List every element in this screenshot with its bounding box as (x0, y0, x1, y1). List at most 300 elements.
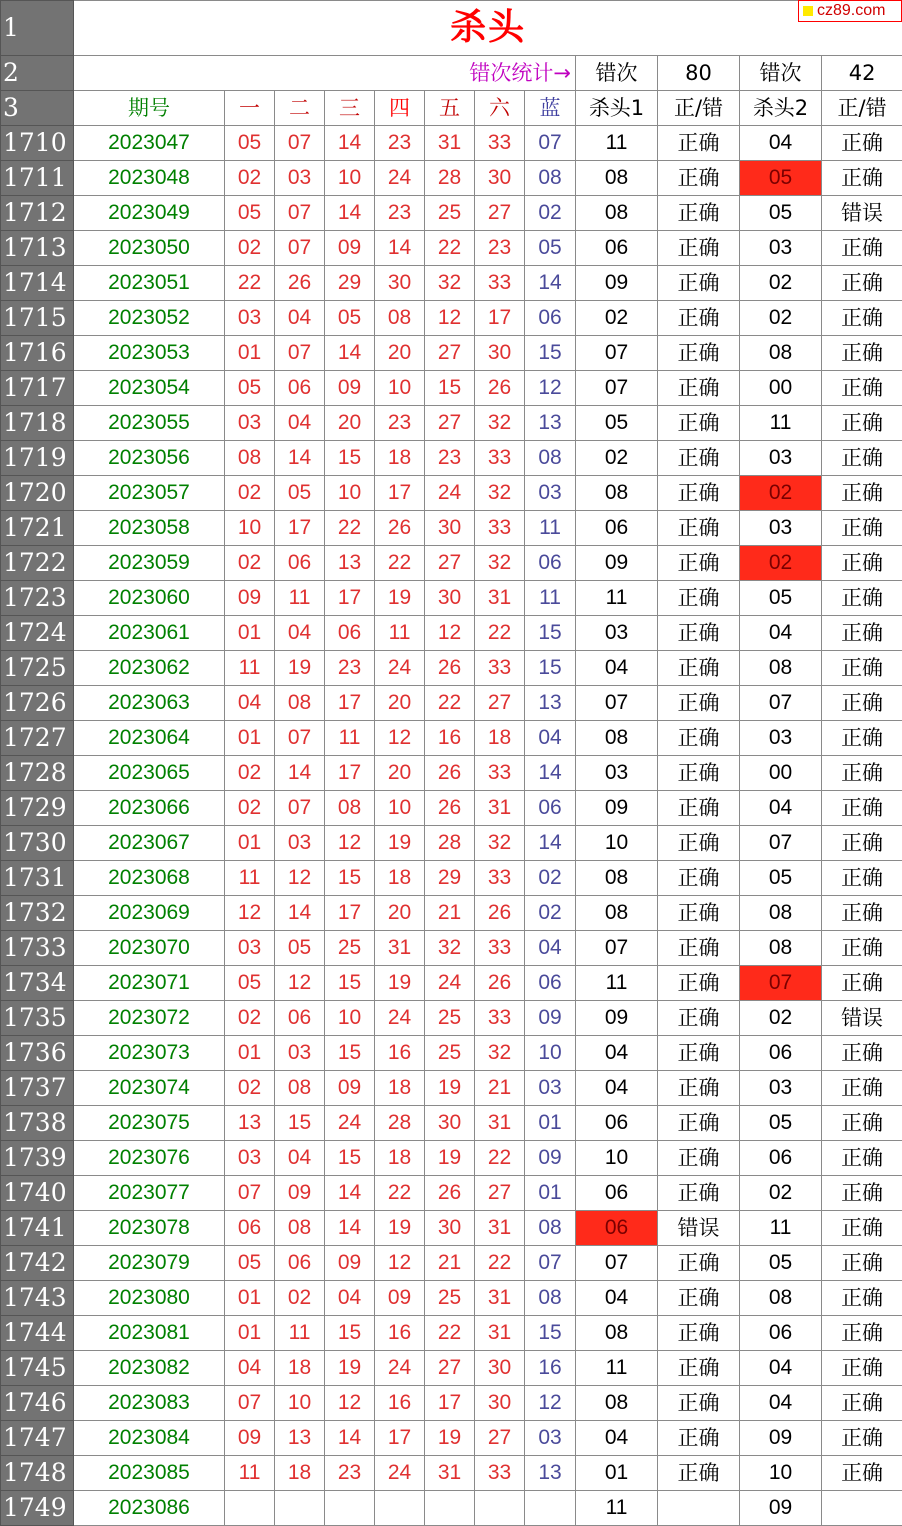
header-result-2[interactable]: 正/错 (822, 91, 902, 126)
row-number[interactable]: 1738 (1, 1106, 74, 1141)
period-cell[interactable]: 2023078 (74, 1211, 225, 1246)
row-number[interactable]: 1734 (1, 966, 74, 1001)
red-ball-cell[interactable]: 26 (475, 966, 525, 1001)
red-ball-cell[interactable]: 07 (275, 196, 325, 231)
result-1-cell[interactable] (658, 1491, 740, 1526)
red-ball-cell[interactable]: 09 (325, 1071, 375, 1106)
period-cell[interactable]: 2023061 (74, 616, 225, 651)
kill-head-1-cell[interactable]: 11 (576, 966, 658, 1001)
kill-head-1-cell[interactable]: 06 (576, 231, 658, 266)
result-2-cell[interactable]: 正确 (822, 441, 902, 476)
blue-ball-cell[interactable]: 14 (525, 826, 576, 861)
kill-head-2-cell[interactable]: 08 (740, 1281, 822, 1316)
red-ball-cell[interactable]: 18 (375, 1141, 425, 1176)
blue-ball-cell[interactable]: 12 (525, 371, 576, 406)
result-1-cell[interactable]: 正确 (658, 791, 740, 826)
red-ball-cell[interactable]: 17 (375, 1421, 425, 1456)
red-ball-cell[interactable]: 18 (275, 1456, 325, 1491)
kill-head-2-cell[interactable]: 08 (740, 896, 822, 931)
red-ball-cell[interactable]: 31 (475, 1316, 525, 1351)
red-ball-cell[interactable]: 31 (475, 581, 525, 616)
result-1-cell[interactable]: 正确 (658, 1316, 740, 1351)
result-2-cell[interactable]: 正确 (822, 1421, 902, 1456)
row-number[interactable]: 1747 (1, 1421, 74, 1456)
row-number[interactable]: 1719 (1, 441, 74, 476)
red-ball-cell[interactable]: 01 (225, 1316, 275, 1351)
period-cell[interactable]: 2023048 (74, 161, 225, 196)
red-ball-cell[interactable]: 12 (325, 1386, 375, 1421)
red-ball-cell[interactable]: 17 (375, 476, 425, 511)
kill-head-2-cell[interactable]: 07 (740, 686, 822, 721)
red-ball-cell[interactable]: 26 (475, 371, 525, 406)
row-number[interactable]: 1730 (1, 826, 74, 861)
kill-head-1-cell[interactable]: 09 (576, 1001, 658, 1036)
period-cell[interactable]: 2023079 (74, 1246, 225, 1281)
red-ball-cell[interactable]: 33 (475, 1456, 525, 1491)
red-ball-cell[interactable]: 10 (325, 1001, 375, 1036)
red-ball-cell[interactable]: 18 (375, 861, 425, 896)
kill-head-2-cell[interactable]: 04 (740, 616, 822, 651)
red-ball-cell[interactable]: 19 (425, 1141, 475, 1176)
result-2-cell[interactable]: 正确 (822, 1316, 902, 1351)
blue-ball-cell[interactable]: 02 (525, 861, 576, 896)
result-2-cell[interactable]: 正确 (822, 1456, 902, 1491)
kill-head-2-cell[interactable]: 08 (740, 336, 822, 371)
red-ball-cell[interactable]: 11 (275, 1316, 325, 1351)
row-number[interactable]: 1732 (1, 896, 74, 931)
red-ball-cell[interactable]: 09 (325, 371, 375, 406)
kill-head-1-cell[interactable]: 01 (576, 1456, 658, 1491)
red-ball-cell[interactable]: 04 (325, 1281, 375, 1316)
red-ball-cell[interactable]: 09 (375, 1281, 425, 1316)
period-cell[interactable]: 2023068 (74, 861, 225, 896)
result-2-cell[interactable]: 正确 (822, 301, 902, 336)
row-number[interactable]: 1746 (1, 1386, 74, 1421)
red-ball-cell[interactable]: 30 (425, 1106, 475, 1141)
period-cell[interactable]: 2023052 (74, 301, 225, 336)
result-1-cell[interactable]: 正确 (658, 1281, 740, 1316)
red-ball-cell[interactable]: 19 (425, 1071, 475, 1106)
red-ball-cell[interactable]: 20 (325, 406, 375, 441)
blue-ball-cell[interactable]: 05 (525, 231, 576, 266)
red-ball-cell[interactable]: 04 (225, 1351, 275, 1386)
red-ball-cell[interactable]: 31 (475, 1281, 525, 1316)
red-ball-cell[interactable]: 30 (425, 511, 475, 546)
red-ball-cell[interactable]: 16 (375, 1316, 425, 1351)
period-cell[interactable]: 2023075 (74, 1106, 225, 1141)
kill-head-2-cell[interactable]: 05 (740, 1246, 822, 1281)
blue-ball-cell[interactable]: 06 (525, 301, 576, 336)
result-2-cell[interactable]: 正确 (822, 1351, 902, 1386)
red-ball-cell[interactable]: 19 (375, 1211, 425, 1246)
blue-ball-cell[interactable]: 13 (525, 406, 576, 441)
red-ball-cell[interactable]: 05 (225, 966, 275, 1001)
result-2-cell[interactable]: 正确 (822, 756, 902, 791)
period-cell[interactable]: 2023069 (74, 896, 225, 931)
red-ball-cell[interactable]: 17 (475, 301, 525, 336)
result-1-cell[interactable]: 正确 (658, 651, 740, 686)
kill-head-1-cell[interactable]: 06 (576, 1106, 658, 1141)
row-number[interactable]: 1724 (1, 616, 74, 651)
red-ball-cell[interactable]: 07 (275, 231, 325, 266)
blue-ball-cell[interactable]: 11 (525, 581, 576, 616)
blue-ball-cell[interactable]: 08 (525, 161, 576, 196)
red-ball-cell[interactable]: 30 (475, 336, 525, 371)
result-1-cell[interactable]: 正确 (658, 1036, 740, 1071)
row-number[interactable]: 1744 (1, 1316, 74, 1351)
red-ball-cell[interactable]: 24 (375, 161, 425, 196)
blue-ball-cell[interactable]: 09 (525, 1001, 576, 1036)
kill-head-1-cell[interactable]: 05 (576, 406, 658, 441)
kill-head-2-cell[interactable]: 09 (740, 1421, 822, 1456)
kill-head-1-cell[interactable]: 08 (576, 476, 658, 511)
kill-head-1-cell[interactable]: 11 (576, 581, 658, 616)
result-1-cell[interactable]: 正确 (658, 266, 740, 301)
red-ball-cell[interactable]: 11 (275, 581, 325, 616)
red-ball-cell[interactable]: 18 (275, 1351, 325, 1386)
red-ball-cell[interactable]: 01 (225, 721, 275, 756)
kill-head-1-cell[interactable]: 08 (576, 896, 658, 931)
result-1-cell[interactable]: 正确 (658, 581, 740, 616)
period-cell[interactable]: 2023056 (74, 441, 225, 476)
kill-head-2-cell[interactable]: 02 (740, 1001, 822, 1036)
row-number[interactable]: 1741 (1, 1211, 74, 1246)
red-ball-cell[interactable]: 28 (375, 1106, 425, 1141)
header-red-1[interactable]: 一 (225, 91, 275, 126)
header-red-6[interactable]: 六 (475, 91, 525, 126)
error-count-label-1[interactable]: 错次 (576, 56, 658, 91)
row-number[interactable]: 1718 (1, 406, 74, 441)
red-ball-cell[interactable]: 27 (475, 1421, 525, 1456)
red-ball-cell[interactable]: 10 (375, 791, 425, 826)
red-ball-cell[interactable]: 07 (275, 336, 325, 371)
period-cell[interactable]: 2023072 (74, 1001, 225, 1036)
red-ball-cell[interactable]: 05 (325, 301, 375, 336)
red-ball-cell[interactable]: 30 (375, 266, 425, 301)
result-2-cell[interactable]: 错误 (822, 1001, 902, 1036)
red-ball-cell[interactable]: 09 (225, 1421, 275, 1456)
red-ball-cell[interactable]: 01 (225, 336, 275, 371)
red-ball-cell[interactable]: 15 (325, 1316, 375, 1351)
period-cell[interactable]: 2023083 (74, 1386, 225, 1421)
header-blue[interactable]: 蓝 (525, 91, 576, 126)
kill-head-1-cell[interactable]: 07 (576, 1246, 658, 1281)
red-ball-cell[interactable]: 32 (475, 406, 525, 441)
red-ball-cell[interactable]: 33 (475, 511, 525, 546)
blue-ball-cell[interactable]: 03 (525, 476, 576, 511)
red-ball-cell[interactable]: 08 (375, 301, 425, 336)
result-2-cell[interactable]: 正确 (822, 266, 902, 301)
red-ball-cell[interactable]: 13 (325, 546, 375, 581)
blue-ball-cell[interactable]: 04 (525, 931, 576, 966)
red-ball-cell[interactable]: 14 (325, 1421, 375, 1456)
red-ball-cell[interactable]: 27 (475, 1176, 525, 1211)
kill-head-2-cell[interactable]: 03 (740, 1071, 822, 1106)
red-ball-cell[interactable]: 07 (225, 1176, 275, 1211)
result-1-cell[interactable]: 正确 (658, 861, 740, 896)
red-ball-cell[interactable]: 30 (475, 161, 525, 196)
red-ball-cell[interactable]: 33 (475, 441, 525, 476)
row-number[interactable]: 1727 (1, 721, 74, 756)
kill-head-1-cell[interactable]: 10 (576, 1141, 658, 1176)
result-1-cell[interactable]: 正确 (658, 301, 740, 336)
row-number[interactable]: 1748 (1, 1456, 74, 1491)
red-ball-cell[interactable]: 15 (425, 371, 475, 406)
red-ball-cell[interactable]: 12 (375, 721, 425, 756)
kill-head-2-cell[interactable]: 05 (740, 161, 822, 196)
red-ball-cell[interactable]: 24 (375, 1456, 425, 1491)
blue-ball-cell[interactable]: 02 (525, 196, 576, 231)
result-1-cell[interactable]: 正确 (658, 1001, 740, 1036)
period-cell[interactable]: 2023080 (74, 1281, 225, 1316)
result-1-cell[interactable]: 正确 (658, 126, 740, 161)
result-1-cell[interactable]: 正确 (658, 1071, 740, 1106)
kill-head-1-cell[interactable]: 04 (576, 651, 658, 686)
period-cell[interactable]: 2023067 (74, 826, 225, 861)
red-ball-cell[interactable]: 19 (375, 966, 425, 1001)
kill-head-2-cell[interactable]: 04 (740, 126, 822, 161)
red-ball-cell[interactable] (475, 1491, 525, 1526)
red-ball-cell[interactable]: 03 (275, 1036, 325, 1071)
red-ball-cell[interactable]: 11 (225, 1456, 275, 1491)
red-ball-cell[interactable]: 33 (475, 266, 525, 301)
red-ball-cell[interactable]: 27 (425, 546, 475, 581)
kill-head-1-cell[interactable]: 04 (576, 1421, 658, 1456)
red-ball-cell[interactable]: 33 (475, 861, 525, 896)
red-ball-cell[interactable]: 22 (375, 1176, 425, 1211)
red-ball-cell[interactable]: 08 (275, 1211, 325, 1246)
red-ball-cell[interactable]: 11 (225, 861, 275, 896)
row-number[interactable]: 1745 (1, 1351, 74, 1386)
result-2-cell[interactable]: 正确 (822, 371, 902, 406)
red-ball-cell[interactable]: 21 (425, 1246, 475, 1281)
kill-head-1-cell[interactable]: 02 (576, 301, 658, 336)
red-ball-cell[interactable]: 26 (275, 266, 325, 301)
row-number[interactable]: 1717 (1, 371, 74, 406)
kill-head-1-cell[interactable]: 10 (576, 826, 658, 861)
red-ball-cell[interactable]: 27 (425, 1351, 475, 1386)
row-number[interactable]: 1733 (1, 931, 74, 966)
kill-head-2-cell[interactable]: 06 (740, 1141, 822, 1176)
result-2-cell[interactable]: 正确 (822, 406, 902, 441)
blue-ball-cell[interactable]: 15 (525, 651, 576, 686)
red-ball-cell[interactable]: 06 (275, 1001, 325, 1036)
kill-head-1-cell[interactable]: 03 (576, 616, 658, 651)
red-ball-cell[interactable]: 14 (275, 441, 325, 476)
red-ball-cell[interactable]: 17 (275, 511, 325, 546)
red-ball-cell[interactable]: 14 (325, 196, 375, 231)
blue-ball-cell[interactable]: 06 (525, 546, 576, 581)
red-ball-cell[interactable]: 13 (275, 1421, 325, 1456)
result-1-cell[interactable]: 错误 (658, 1211, 740, 1246)
kill-head-1-cell[interactable]: 11 (576, 1351, 658, 1386)
header-kill-1[interactable]: 杀头1 (576, 91, 658, 126)
result-2-cell[interactable]: 正确 (822, 1176, 902, 1211)
red-ball-cell[interactable]: 15 (325, 441, 375, 476)
red-ball-cell[interactable]: 04 (275, 301, 325, 336)
red-ball-cell[interactable]: 06 (275, 546, 325, 581)
red-ball-cell[interactable]: 03 (225, 1141, 275, 1176)
result-1-cell[interactable]: 正确 (658, 1386, 740, 1421)
blue-ball-cell[interactable] (525, 1491, 576, 1526)
red-ball-cell[interactable]: 04 (275, 616, 325, 651)
period-cell[interactable]: 2023062 (74, 651, 225, 686)
result-1-cell[interactable]: 正确 (658, 1246, 740, 1281)
red-ball-cell[interactable]: 15 (325, 966, 375, 1001)
red-ball-cell[interactable]: 29 (425, 861, 475, 896)
red-ball-cell[interactable]: 06 (225, 1211, 275, 1246)
red-ball-cell[interactable]: 08 (225, 441, 275, 476)
result-2-cell[interactable]: 错误 (822, 196, 902, 231)
red-ball-cell[interactable]: 24 (325, 1106, 375, 1141)
red-ball-cell[interactable] (425, 1491, 475, 1526)
kill-head-1-cell[interactable]: 03 (576, 756, 658, 791)
kill-head-2-cell[interactable]: 09 (740, 1491, 822, 1526)
red-ball-cell[interactable]: 30 (425, 581, 475, 616)
row-number[interactable]: 2 (1, 56, 74, 91)
red-ball-cell[interactable]: 32 (425, 266, 475, 301)
period-cell[interactable]: 2023054 (74, 371, 225, 406)
result-1-cell[interactable]: 正确 (658, 826, 740, 861)
red-ball-cell[interactable]: 33 (475, 756, 525, 791)
error-count-value-1[interactable]: 80 (658, 56, 740, 91)
red-ball-cell[interactable]: 17 (325, 581, 375, 616)
red-ball-cell[interactable]: 27 (425, 336, 475, 371)
result-2-cell[interactable]: 正确 (822, 651, 902, 686)
kill-head-1-cell[interactable]: 09 (576, 791, 658, 826)
red-ball-cell[interactable]: 22 (475, 616, 525, 651)
red-ball-cell[interactable]: 22 (475, 1141, 525, 1176)
red-ball-cell[interactable]: 22 (225, 266, 275, 301)
kill-head-1-cell[interactable]: 11 (576, 1491, 658, 1526)
red-ball-cell[interactable]: 26 (475, 896, 525, 931)
period-cell[interactable]: 2023060 (74, 581, 225, 616)
blue-ball-cell[interactable]: 08 (525, 1281, 576, 1316)
red-ball-cell[interactable]: 14 (375, 231, 425, 266)
result-1-cell[interactable]: 正确 (658, 546, 740, 581)
blue-ball-cell[interactable]: 03 (525, 1421, 576, 1456)
period-cell[interactable]: 2023065 (74, 756, 225, 791)
kill-head-2-cell[interactable]: 11 (740, 1211, 822, 1246)
red-ball-cell[interactable]: 19 (275, 651, 325, 686)
result-2-cell[interactable]: 正确 (822, 336, 902, 371)
blue-ball-cell[interactable]: 14 (525, 266, 576, 301)
red-ball-cell[interactable]: 02 (225, 1071, 275, 1106)
blue-ball-cell[interactable]: 06 (525, 966, 576, 1001)
red-ball-cell[interactable]: 22 (325, 511, 375, 546)
red-ball-cell[interactable]: 32 (425, 931, 475, 966)
red-ball-cell[interactable]: 24 (375, 651, 425, 686)
red-ball-cell[interactable]: 02 (225, 1001, 275, 1036)
result-2-cell[interactable]: 正确 (822, 1211, 902, 1246)
header-red-4[interactable]: 四 (375, 91, 425, 126)
red-ball-cell[interactable] (325, 1491, 375, 1526)
red-ball-cell[interactable]: 26 (425, 791, 475, 826)
kill-head-1-cell[interactable]: 07 (576, 336, 658, 371)
red-ball-cell[interactable]: 16 (375, 1036, 425, 1071)
period-cell[interactable]: 2023084 (74, 1421, 225, 1456)
header-red-2[interactable]: 二 (275, 91, 325, 126)
kill-head-1-cell[interactable]: 09 (576, 546, 658, 581)
blue-ball-cell[interactable]: 01 (525, 1176, 576, 1211)
result-1-cell[interactable]: 正确 (658, 756, 740, 791)
red-ball-cell[interactable]: 20 (375, 756, 425, 791)
kill-head-1-cell[interactable]: 08 (576, 1386, 658, 1421)
result-1-cell[interactable]: 正确 (658, 686, 740, 721)
red-ball-cell[interactable]: 23 (375, 196, 425, 231)
red-ball-cell[interactable]: 02 (225, 476, 275, 511)
blue-ball-cell[interactable]: 07 (525, 126, 576, 161)
row-number[interactable]: 1729 (1, 791, 74, 826)
red-ball-cell[interactable]: 24 (425, 966, 475, 1001)
result-1-cell[interactable]: 正确 (658, 721, 740, 756)
kill-head-1-cell[interactable]: 09 (576, 266, 658, 301)
kill-head-2-cell[interactable]: 02 (740, 546, 822, 581)
red-ball-cell[interactable]: 31 (475, 1106, 525, 1141)
red-ball-cell[interactable]: 19 (375, 581, 425, 616)
red-ball-cell[interactable]: 22 (375, 546, 425, 581)
red-ball-cell[interactable]: 14 (325, 1176, 375, 1211)
red-ball-cell[interactable]: 31 (475, 1211, 525, 1246)
red-ball-cell[interactable]: 31 (425, 126, 475, 161)
row-number[interactable]: 1721 (1, 511, 74, 546)
kill-head-1-cell[interactable]: 04 (576, 1071, 658, 1106)
blue-ball-cell[interactable]: 01 (525, 1106, 576, 1141)
result-2-cell[interactable]: 正确 (822, 686, 902, 721)
red-ball-cell[interactable] (275, 1491, 325, 1526)
blue-ball-cell[interactable]: 11 (525, 511, 576, 546)
kill-head-1-cell[interactable]: 08 (576, 1316, 658, 1351)
kill-head-1-cell[interactable]: 06 (576, 511, 658, 546)
red-ball-cell[interactable]: 07 (225, 1386, 275, 1421)
kill-head-2-cell[interactable]: 02 (740, 476, 822, 511)
result-2-cell[interactable]: 正确 (822, 1246, 902, 1281)
red-ball-cell[interactable]: 16 (375, 1386, 425, 1421)
red-ball-cell[interactable]: 28 (425, 161, 475, 196)
red-ball-cell[interactable]: 30 (475, 1386, 525, 1421)
result-2-cell[interactable]: 正确 (822, 1386, 902, 1421)
blue-ball-cell[interactable]: 08 (525, 441, 576, 476)
result-2-cell[interactable]: 正确 (822, 126, 902, 161)
row-number[interactable]: 3 (1, 91, 74, 126)
period-cell[interactable]: 2023063 (74, 686, 225, 721)
red-ball-cell[interactable]: 31 (425, 1456, 475, 1491)
row-number[interactable]: 1736 (1, 1036, 74, 1071)
red-ball-cell[interactable]: 17 (425, 1386, 475, 1421)
red-ball-cell[interactable]: 09 (325, 1246, 375, 1281)
row-number[interactable]: 1720 (1, 476, 74, 511)
result-1-cell[interactable]: 正确 (658, 1106, 740, 1141)
red-ball-cell[interactable]: 30 (475, 1351, 525, 1386)
red-ball-cell[interactable]: 10 (375, 371, 425, 406)
red-ball-cell[interactable]: 07 (275, 721, 325, 756)
red-ball-cell[interactable]: 19 (425, 1421, 475, 1456)
kill-head-2-cell[interactable]: 02 (740, 1176, 822, 1211)
kill-head-1-cell[interactable]: 07 (576, 931, 658, 966)
red-ball-cell[interactable]: 13 (225, 1106, 275, 1141)
red-ball-cell[interactable]: 06 (275, 371, 325, 406)
red-ball-cell[interactable]: 11 (325, 721, 375, 756)
red-ball-cell[interactable]: 04 (225, 686, 275, 721)
error-count-value-2[interactable]: 42 (822, 56, 902, 91)
red-ball-cell[interactable]: 32 (475, 1036, 525, 1071)
red-ball-cell[interactable]: 23 (325, 1456, 375, 1491)
result-2-cell[interactable]: 正确 (822, 1036, 902, 1071)
kill-head-2-cell[interactable]: 03 (740, 511, 822, 546)
row-number[interactable]: 1723 (1, 581, 74, 616)
red-ball-cell[interactable]: 22 (425, 686, 475, 721)
header-result-1[interactable]: 正/错 (658, 91, 740, 126)
